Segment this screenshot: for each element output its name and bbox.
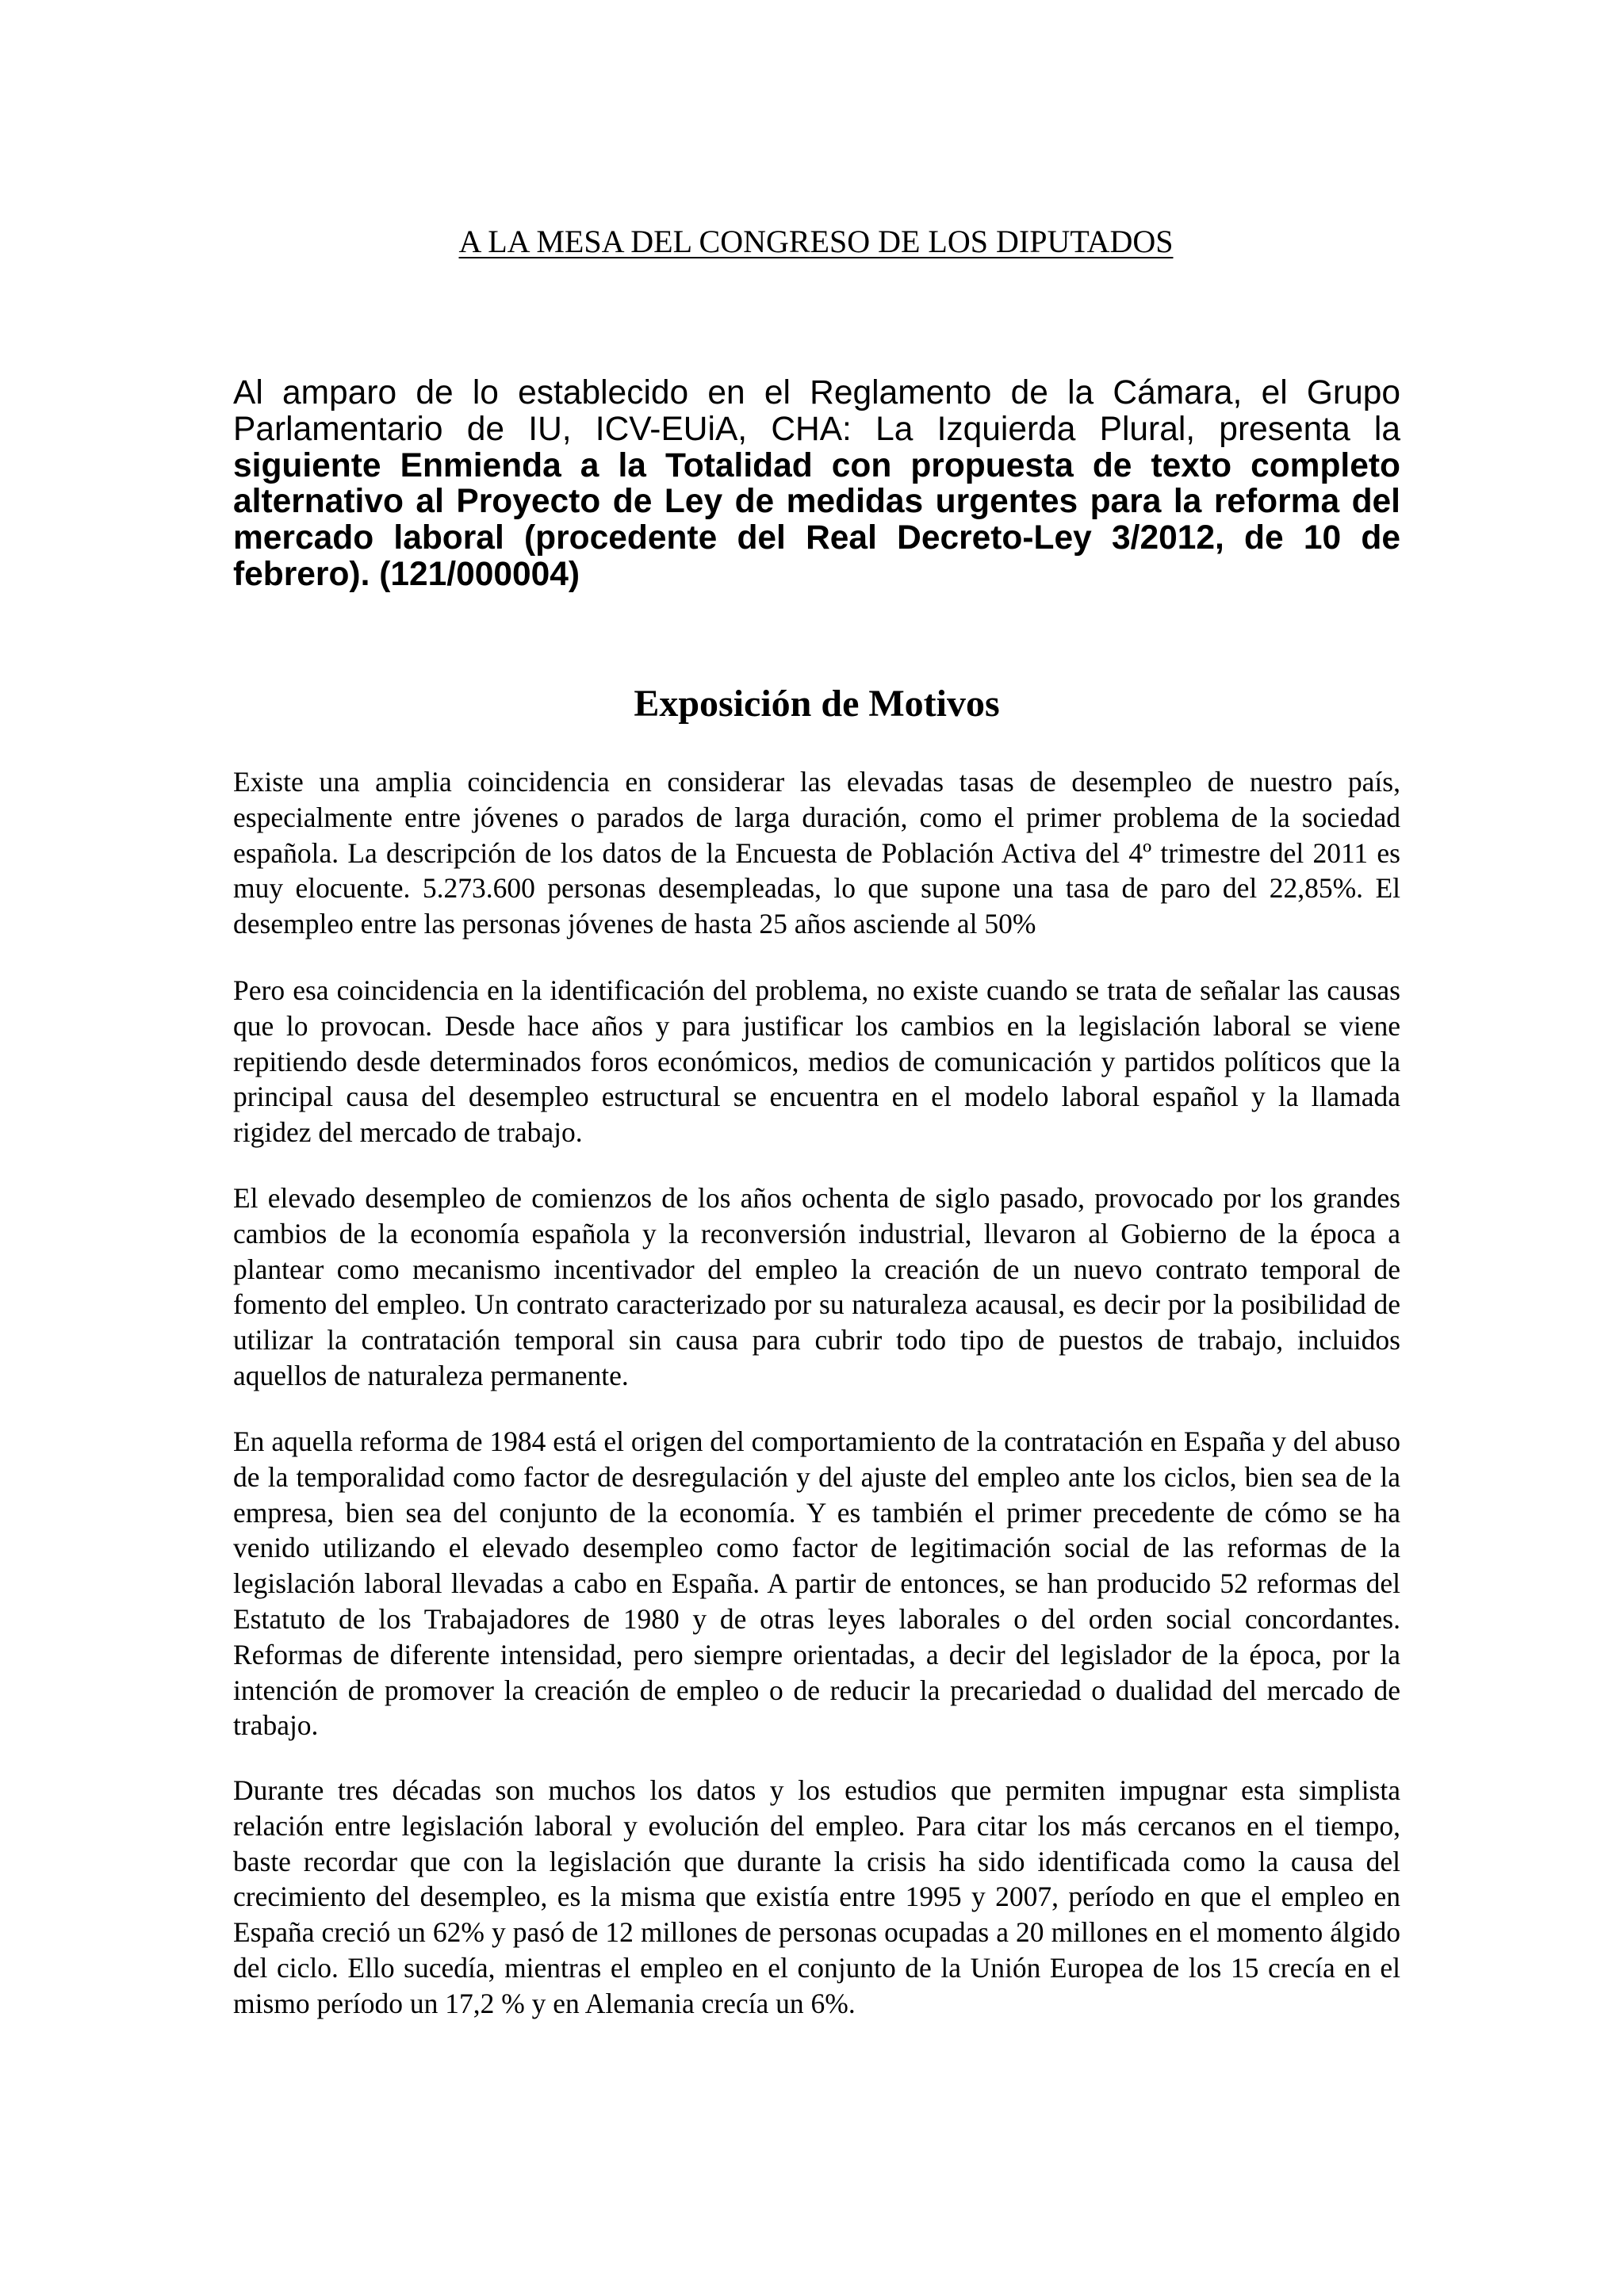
body-paragraph-5: Durante tres décadas son muchos los datos y los estudios que permiten impugnar esta simplista relación entre legislación laboral y evolución del empleo. Para citar los más cercanos en el tiempo, baste recordar que con la legislación que durante la crisis ha sido identificada como la causa del crecimiento del desempleo, es la misma que existía entre 1995 y 2007, período en que el empleo en España creció un 62% y pasó de 12 millones de personas ocupadas a 20 millones en el momento álgido del ciclo. Ello sucedía, mientras el empleo en el conjunto de la Unión Europea de los 15 crecía en el mismo período un 17,2 % y en Alemania crecía un 6%.	[233, 1774, 1400, 2019]
intro-paragraph	[233, 375, 1400, 593]
section-title: Exposición de Motivos	[634, 683, 1000, 725]
body-paragraph-1: Existe una amplia coincidencia en considerar las elevadas tasas de desempleo de nuestro país, especialmente entre jóvenes o parados de larga duración, como el primer problema de la sociedad española. La descripción de los datos de la Encuesta de Población Activa del 4º trimestre del 2011 es muy elocuente. 5.273.600 personas desempleadas, lo que supone una tasa de paro del 22,85%. El desempleo entre las personas jóvenes de hasta 25 años asciende al 50%	[233, 766, 1400, 940]
body-paragraph-3: El elevado desempleo de comienzos de los años ochenta de siglo pasado, provocado por los grandes cambios de la economía española y la reconversión industrial, llevaron al Gobierno de la época a plantear como mecanismo incentivador del empleo la creación de un nuevo contrato temporal de fomento del empleo. Un contrato caracterizado por su naturaleza acausal, es decir por la posibilidad de utilizar la contratación temporal sin causa para cubrir todo tipo de puestos de trabajo, incluidos aquellos de naturaleza permanente.	[233, 1182, 1400, 1391]
intro-bold-text: siguiente Enmienda a la Totalidad con propuesta de texto completo alternativo al Proyecto de Ley de medidas urgentes para la reforma del mercado laboral (procedente del Real Decreto-Ley 3/2012, de 10 de febrero). (121/000004)	[233, 446, 1400, 593]
intro-plain-text: Al amparo de lo establecido en el Reglamento de la Cámara, el Grupo Parlamentario de IU, ICV-EUiA, CHA: La Izquierda Plural, presenta la	[233, 374, 1400, 448]
body-paragraph-4: En aquella reforma de 1984 está el origen del comportamiento de la contratación en España y del abuso de la temporalidad como factor de desregulación y del ajuste del empleo ante los ciclos, bien sea de la empresa, bien sea del conjunto de la economía. Y es también el primer precedente de cómo se ha venido utilizando el elevado desempleo como factor de legitimación social de las reformas de la legislación laboral llevadas a cabo en España. A partir de entonces, se han producido 52 reformas del Estatuto de los Trabajadores de 1980 y de otras leyes laborales o del orden social concordantes. Reformas de diferente intensidad, pero siempre orientadas, a decir del legislador de la época, por la intención de promover la creación de empleo o de reducir la precariedad o dualidad del mercado de trabajo.	[233, 1425, 1400, 1742]
document-heading: A LA MESA DEL CONGRESO DE LOS DIPUTADOS	[458, 224, 1174, 259]
body-paragraph-2: Pero esa coincidencia en la identificación del problema, no existe cuando se trata de señalar las causas que lo provocan. Desde hace años y para justificar los cambios en la legislación laboral se viene repitiendo desde determinados foros económicos, medios de comunicación y partidos políticos que la principal causa del desempleo estructural se encuentra en el modelo laboral español y la llamada rigidez del mercado de trabajo.	[233, 974, 1400, 1149]
